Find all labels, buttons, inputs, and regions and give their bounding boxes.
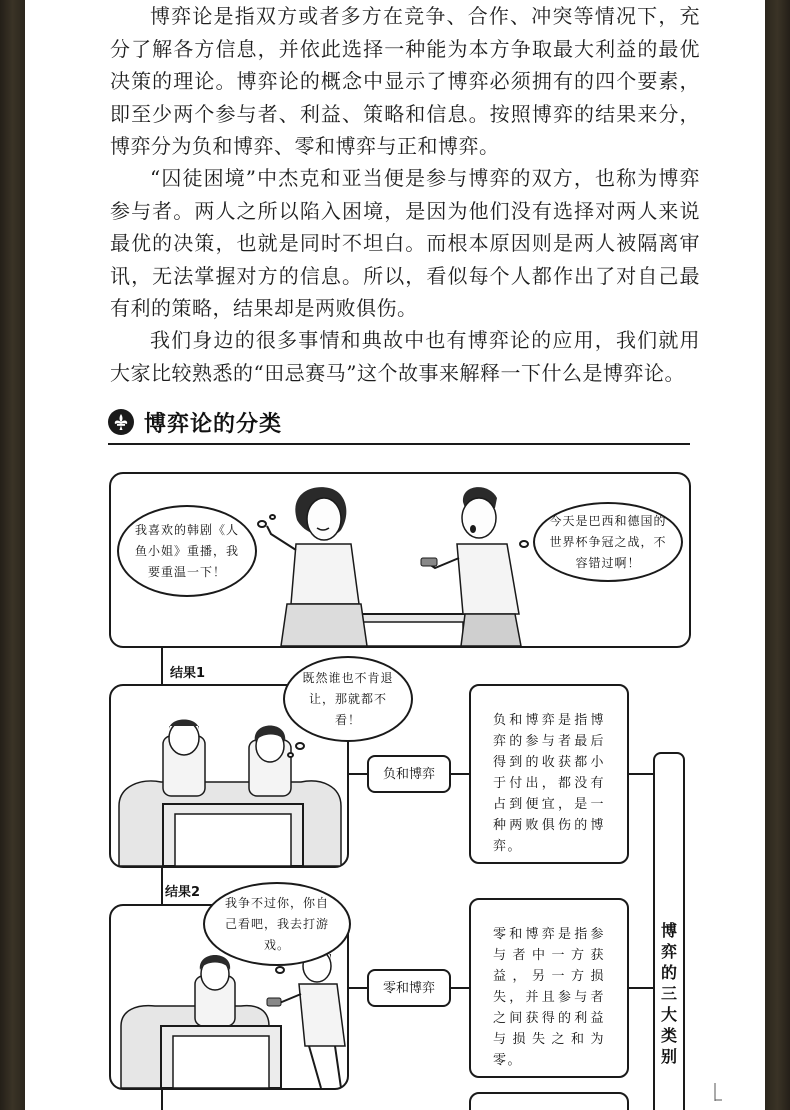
zero-sum-description: 零和博弈是指参与者中一方获益，另一方损失，并且参与者之间获得的利益与损失之和为零。 (469, 898, 629, 1078)
bubble-tail-dot (257, 520, 267, 528)
right-frame-border (765, 0, 790, 1110)
connector-line (161, 868, 163, 904)
connector-line (451, 987, 469, 989)
bubble-tail-dot (269, 514, 276, 520)
woman-speech-bubble (117, 505, 257, 597)
man-speech-bubble (533, 502, 683, 582)
paragraph-prisoners-dilemma: “囚徒困境”中杰克和亚当便是参与博弈的双方，也称为博弈参与者。两人之所以陷入困境，是因为他们没有选择对两人来说最优的决策，也就是同时不坦白。而根本原因则是两人被隔离审讯，无法掌握对方的信息。所以，看似每个人都作出了对自己最有利的策略，结果却是两败俱伤。 (110, 166, 700, 321)
positive-sum-description-partial (469, 1092, 629, 1110)
section-header (108, 405, 690, 445)
connector-line (349, 987, 367, 989)
negative-sum-game-box: 负和博弈 (367, 755, 451, 793)
bubble-tail-dot (275, 966, 285, 974)
zero-sum-game-box: 零和博弈 (367, 969, 451, 1007)
bubble-tail-dot (519, 540, 529, 548)
fleur-de-lis-icon (108, 409, 134, 435)
result-2-speech-text: 我争不过你，你自己看吧，我去打游戏。 (224, 895, 329, 952)
connector-line (349, 773, 367, 775)
connector-line (629, 987, 653, 989)
result-2-speech-bubble (203, 882, 351, 966)
book-page (25, 0, 765, 1110)
man-speech-text: 今天是巴西和德国的世界杯争冠之战，不容错过啊！ (549, 513, 667, 570)
left-frame-border (0, 0, 25, 1110)
paragraph-game-theory-definition: 博弈论是指双方或者多方在竞争、合作、冲突等情况下，充分了解各方信息，并依此选择一种能为本方争取最大利益的最优决策的理论。博弈论的概念中显示了博弈必须拥有的四个要素，即至少两个参与者、利益、策略和信息。按照博弈的结果来分，博弈分为负和博弈、零和博弈与正和博弈。 (110, 4, 700, 159)
negative-sum-description: 负和博弈是指博弈的参与者最后得到的收获都小于付出，都没有占到便宜，是一种两败俱伤的博弈。 (469, 684, 629, 864)
bubble-tail-dot (287, 752, 294, 758)
section-title: 博弈论的分类 (144, 412, 283, 437)
connector-line (161, 648, 163, 684)
connector-line (161, 1090, 163, 1110)
three-categories-label: 博弈的三大类别 (660, 921, 677, 1066)
paragraph-tianji-horse-race: 我们身边的很多事情和典故中也有博弈论的应用，我们就用大家比较熟悉的“田忌赛马”这个故事来解释一下什么是博弈论。 (110, 328, 700, 385)
result-1-speech-bubble (283, 656, 413, 742)
bubble-tail-dot (295, 742, 305, 750)
result-2-label: 结果2 (165, 885, 201, 900)
corner-mark-icon (713, 1083, 723, 1101)
result-1-label: 结果1 (170, 666, 206, 681)
connector-line (629, 773, 653, 775)
woman-speech-text: 我喜欢的韩剧《人鱼小姐》重播，我要重温一下！ (134, 522, 239, 579)
result-1-speech-text: 既然谁也不肯退让，那就都不看！ (302, 670, 394, 727)
connector-line (451, 773, 469, 775)
